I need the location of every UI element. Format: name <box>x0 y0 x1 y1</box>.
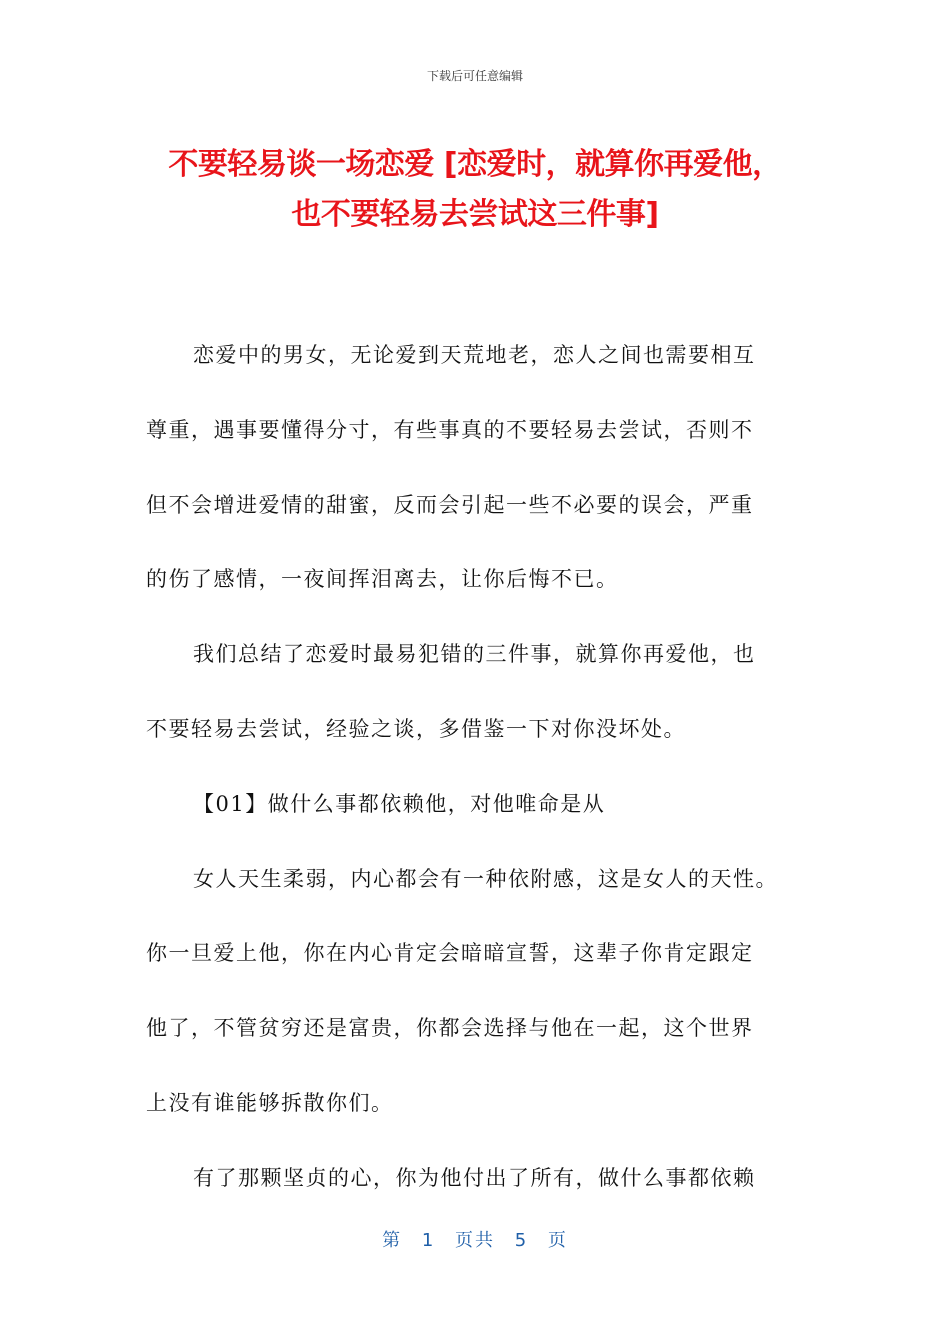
text-line: 不要轻易去尝试，经验之谈，多借鉴一下对你没坏处。 <box>146 716 686 741</box>
paragraph-4 <box>146 1141 816 1216</box>
text-line: 但不会增进爱情的甜蜜，反而会引起一些不必要的误会，严重 <box>146 492 754 517</box>
text-line: 恋爱中的男女，无论爱到天荒地老，恋人之间也需要相互 <box>193 343 756 367</box>
footer-suffix: 页 <box>547 1230 568 1251</box>
text-line: 有了那颗坚贞的心，你为他付出了所有，做什么事都依赖 <box>193 1165 756 1190</box>
header-note: 下载后可任意编辑 <box>426 69 523 83</box>
paragraph-3 <box>146 842 816 1141</box>
paragraph-2 <box>146 617 816 767</box>
text-line: 我们总结了恋爱时最易犯错的三件事，就算你再爱他，也 <box>193 642 756 667</box>
text-line: 他了，不管贫穷还是富贵，你都会选择与他在一起，这个世界 <box>146 1016 754 1041</box>
text-line: 你一旦爱上他，你在内心肯定会暗暗宣誓，这辈子你肯定跟定 <box>146 941 754 966</box>
text-line: 【01】做什么事都依赖他，对他唯命是从 <box>193 791 606 816</box>
text-line: 尊重，遇事要懂得分寸，有些事真的不要轻易去尝试，否则不 <box>146 417 754 442</box>
footer-middle: 页共 <box>455 1230 495 1251</box>
page-footer <box>0 1226 950 1252</box>
total-page-count: 5 <box>514 1230 529 1251</box>
footer-prefix: 第 <box>382 1230 403 1251</box>
paragraph-1 <box>146 318 816 617</box>
current-page-number: 1 <box>421 1230 436 1251</box>
title-line-2: 也不要轻易去尝试这三件事] <box>291 197 659 232</box>
text-line: 上没有谁能够拆散你们。 <box>146 1090 394 1115</box>
title-line-1: 不要轻易谈一场恋爱 [恋爱时，就算你再爱他， <box>168 147 782 182</box>
text-line: 女人天生柔弱，内心都会有一种依附感，这是女人的天性。 <box>193 866 778 891</box>
section-heading-01 <box>146 767 816 842</box>
text-line: 的伤了感情，一夜间挥泪离去，让你后悔不已。 <box>146 567 619 592</box>
document-body <box>146 318 816 1216</box>
document-title <box>100 140 850 240</box>
